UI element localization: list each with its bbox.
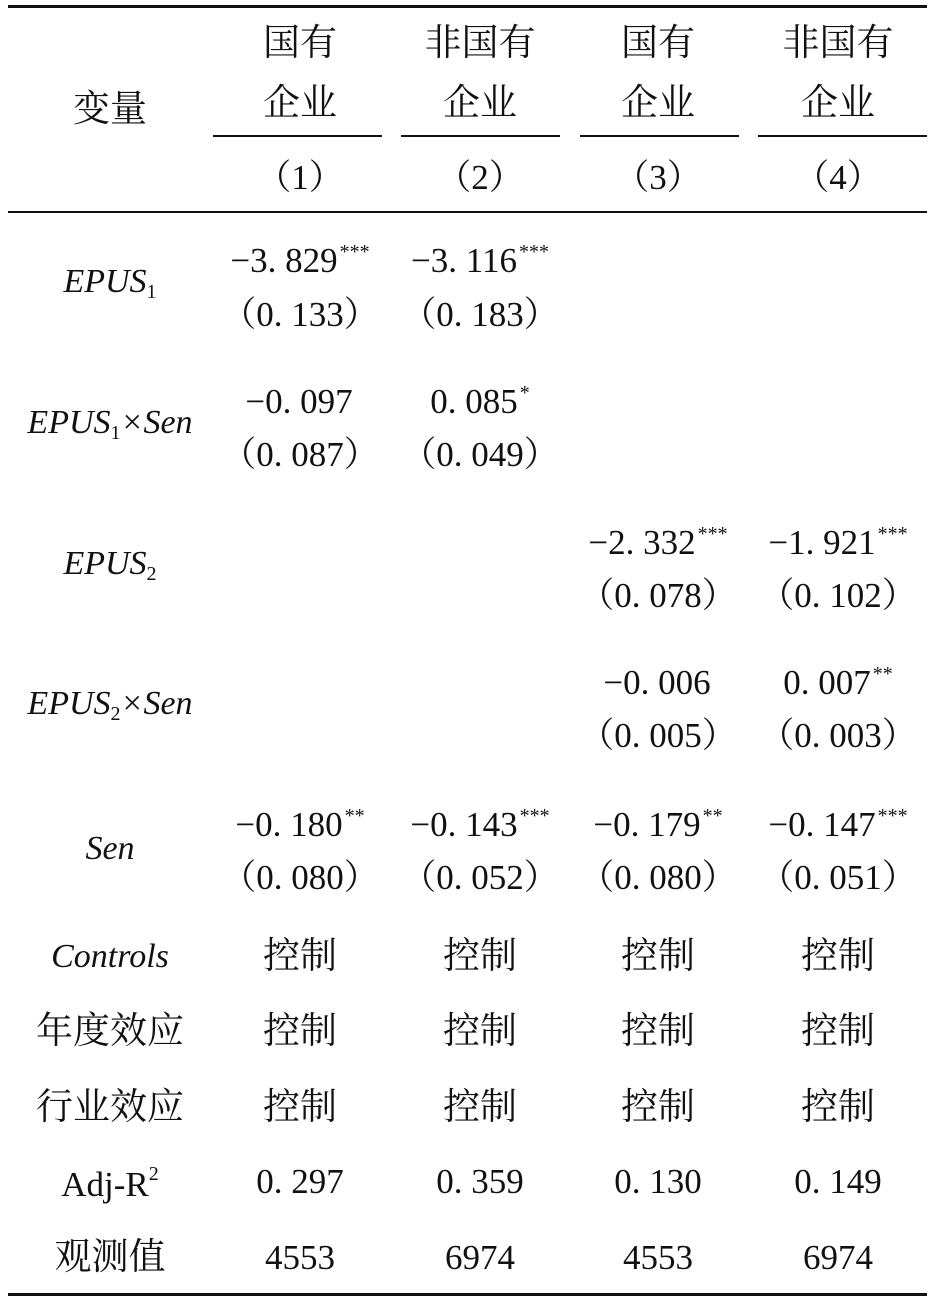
col3-number: （3） — [614, 158, 702, 197]
observations-col2: 6974 — [445, 1238, 515, 1277]
coef-epus2-col3: −2. 332 *** — [588, 523, 728, 562]
coef-epus2-col4: −1. 921 *** — [768, 523, 908, 562]
adj-r2-col3: 0. 130 — [614, 1162, 702, 1201]
bottom-rule — [8, 1293, 927, 1296]
coef-sen-col3: −0. 179 ** — [593, 805, 723, 844]
industry-effect-col2: 控制 — [443, 1085, 517, 1128]
observations-col3: 4553 — [623, 1238, 693, 1277]
se-epus1-col2: （0. 183） — [401, 295, 559, 334]
coef-epus1-col1: −3. 829 *** — [230, 241, 370, 280]
col1-number: （1） — [256, 158, 344, 197]
coef-epus2-sen-col4: 0. 007 ** — [783, 663, 893, 702]
industry-effect-col4: 控制 — [801, 1085, 875, 1128]
col2-number: （2） — [436, 158, 524, 197]
industry-effect-col1: 控制 — [263, 1085, 337, 1128]
row-label-observations: 观测值 — [54, 1235, 166, 1278]
se-sen-col1: （0. 080） — [221, 858, 379, 897]
industry-effect-col3: 控制 — [621, 1085, 695, 1128]
coef-sen-col1: −0. 180 ** — [235, 805, 365, 844]
row-label-sen: Sen — [85, 830, 135, 867]
col2-header-line2: 企业 — [443, 81, 517, 124]
coef-sen-col4: −0. 147 *** — [768, 805, 908, 844]
row-label-epus2: $EPUS_2$ — [63, 545, 157, 585]
se-epus2-col3: （0. 078） — [579, 576, 737, 615]
row-label-year-effect: 年度效应 — [36, 1009, 184, 1052]
controls-col2: 控制 — [443, 934, 517, 977]
row-label-epus1-sen: $EPUS_1\times Sen$ — [27, 404, 193, 444]
col3-header-line1: 国有 — [621, 21, 695, 64]
row-label-industry-effect: 行业效应 — [36, 1085, 184, 1128]
controls-col4: 控制 — [801, 934, 875, 977]
se-epus1-sen-col2: （0. 049） — [401, 435, 559, 474]
col2-header-line1: 非国有 — [424, 21, 536, 64]
observations-col1: 4553 — [265, 1238, 335, 1277]
adj-r2-col4: 0. 149 — [794, 1162, 882, 1201]
year-effect-col2: 控制 — [443, 1009, 517, 1052]
year-effect-col1: 控制 — [263, 1009, 337, 1052]
group-rule-2 — [401, 135, 560, 137]
group-rule-4 — [758, 135, 927, 137]
row-label-adj-r2: Adj-$R^2$ — [61, 1163, 159, 1204]
adj-r2-col2: 0. 359 — [436, 1162, 524, 1201]
coef-epus2-sen-col3: −0. 006 — [603, 663, 711, 702]
coef-sen-col2: −0. 143 *** — [410, 805, 550, 844]
se-epus2-col4: （0. 102） — [759, 576, 917, 615]
observations-col4: 6974 — [803, 1238, 873, 1277]
se-epus2-sen-col4: （0. 003） — [759, 716, 917, 755]
group-rule-1 — [213, 135, 382, 137]
adj-r2-col1: 0. 297 — [256, 1162, 344, 1201]
col4-number: （4） — [794, 158, 882, 197]
coef-epus1-col2: −3. 116 *** — [411, 241, 549, 280]
controls-col1: 控制 — [263, 934, 337, 977]
se-epus1-col1: （0. 133） — [221, 295, 379, 334]
col1-header-line2: 企业 — [263, 81, 337, 124]
group-rule-3 — [580, 135, 739, 137]
se-sen-col4: （0. 051） — [759, 858, 917, 897]
se-epus2-sen-col3: （0. 005） — [579, 716, 737, 755]
se-sen-col2: （0. 052） — [401, 858, 559, 897]
controls-col3: 控制 — [621, 934, 695, 977]
se-sen-col3: （0. 080） — [579, 858, 737, 897]
row-label-controls: Controls — [51, 938, 169, 975]
top-rule — [8, 5, 927, 8]
col3-header-line2: 企业 — [621, 81, 695, 124]
year-effect-col4: 控制 — [801, 1009, 875, 1052]
header-rule — [8, 211, 927, 213]
variable-header: 变量 — [73, 87, 147, 130]
se-epus1-sen-col1: （0. 087） — [221, 435, 379, 474]
coef-epus1-sen-col2: 0. 085 * — [430, 382, 530, 421]
col4-header-line2: 企业 — [801, 81, 875, 124]
row-label-epus2-sen: $EPUS_2\times Sen$ — [27, 685, 193, 725]
year-effect-col3: 控制 — [621, 1009, 695, 1052]
col1-header-line1: 国有 — [263, 21, 337, 64]
row-label-epus1: $EPUS_1$ — [63, 263, 157, 303]
coef-epus1-sen-col1: −0. 097 — [245, 382, 353, 421]
col4-header-line1: 非国有 — [782, 21, 894, 64]
